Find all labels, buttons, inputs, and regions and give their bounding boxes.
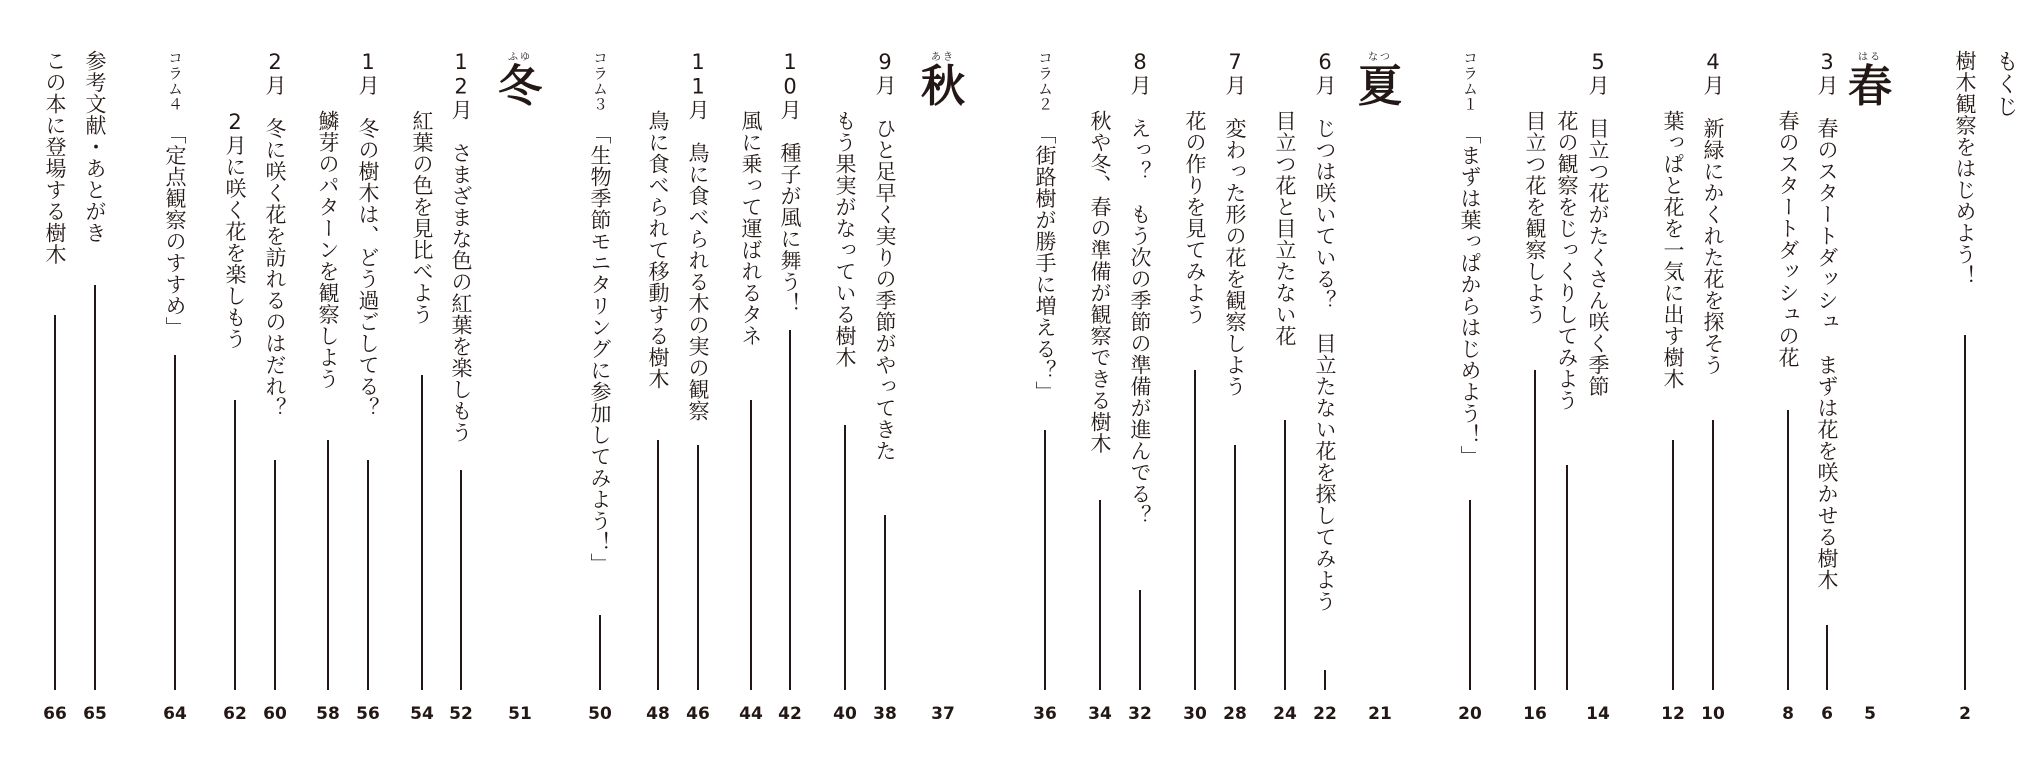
- toc-entry-col3[interactable]: [585, 0, 615, 772]
- entry-month: 12月: [449, 50, 473, 121]
- entry-text: 種子が風に舞う！: [778, 142, 802, 314]
- entry-month-and-text: [355, 50, 381, 419]
- entry-text: 樹木観察をはじめよう！: [1953, 50, 1977, 287]
- toc-entry-aug[interactable]: [1125, 0, 1155, 772]
- leader-line: [1194, 370, 1196, 690]
- entry-text: 2月に咲く花を楽しもう: [223, 110, 247, 350]
- entry-month-and-text: [1222, 50, 1248, 397]
- page-number: 40: [833, 704, 857, 724]
- entry-month-and-text: [1032, 50, 1058, 403]
- toc-entry-dec2[interactable]: [407, 0, 437, 772]
- page-number: 58: [316, 704, 340, 724]
- season-ruby-summer: なつ: [1368, 52, 1392, 63]
- page-number-spring: 5: [1864, 704, 1876, 724]
- entry-text: 紅葉の色を見比べよう: [410, 110, 434, 325]
- entry-text: 目立つ花を観察しよう: [1523, 110, 1547, 325]
- entry-text: 新緑にかくれた花を探そう: [1701, 117, 1725, 376]
- leader-line: [327, 440, 329, 690]
- page-number: 16: [1523, 704, 1547, 724]
- toc-title-text: もくじ: [1993, 50, 2018, 118]
- leader-line: [94, 285, 96, 690]
- season-heading-summer: 夏: [1358, 61, 1402, 112]
- leader-line: [1469, 500, 1471, 690]
- entry-month: 8月: [1128, 50, 1152, 96]
- leader-line: [1826, 625, 1828, 690]
- entry-month: 11月: [686, 50, 710, 121]
- entry-month: 9月: [873, 50, 897, 96]
- toc-entry-jul[interactable]: [1220, 0, 1250, 772]
- page-number: 8: [1782, 704, 1794, 724]
- leader-line: [174, 355, 176, 690]
- toc-entry-may2[interactable]: [1552, 0, 1582, 772]
- toc-entry-dec[interactable]: [446, 0, 476, 772]
- page-number: 2: [1959, 704, 1971, 724]
- toc-entry-intro[interactable]: [1950, 0, 1980, 772]
- entry-month-and-text: [1700, 50, 1726, 376]
- toc-entry-nov2[interactable]: [643, 0, 673, 772]
- leader-line: [1044, 430, 1046, 690]
- page-number: 30: [1183, 704, 1207, 724]
- toc-entry-sep[interactable]: [870, 0, 900, 772]
- leader-line: [750, 400, 752, 690]
- season-heading-winter: 冬: [498, 61, 542, 112]
- toc-entry-nov[interactable]: [683, 0, 713, 772]
- leader-line: [1324, 670, 1326, 690]
- entry-text: 葉っぱと花を一気に出す樹木: [1661, 110, 1685, 390]
- leader-line: [421, 375, 423, 690]
- entry-month: 4月: [1701, 50, 1725, 96]
- entry-column-label: コラム３: [591, 50, 609, 112]
- entry-text: 鳥に食べられて移動する樹木: [646, 110, 670, 390]
- entry-month-and-text: [872, 50, 898, 462]
- page-number: 6: [1821, 704, 1833, 724]
- entry-month: 5月: [1586, 50, 1610, 96]
- entry-text: 鱗芽のパターンを観察しよう: [316, 110, 340, 390]
- season-ruby-autumn: あき: [931, 52, 955, 63]
- entry-text: さまざまな色の紅葉を楽しもう: [449, 142, 473, 443]
- leader-line: [789, 330, 791, 690]
- entry-text: 変わった形の花を観察しよう: [1223, 117, 1247, 397]
- entry-text: ひと足早く実りの季節がやってきた: [873, 117, 897, 462]
- leader-line: [1672, 440, 1674, 690]
- entry-text: 花の作りを見てみよう: [1183, 110, 1207, 325]
- page-number: 52: [449, 704, 473, 724]
- leader-line: [274, 460, 276, 690]
- page-number: 66: [43, 704, 67, 724]
- entry-text: 目立つ花がたくさん咲く季節: [1586, 117, 1610, 397]
- page-number: 24: [1273, 704, 1297, 724]
- page-number: 65: [83, 704, 107, 724]
- entry-month-and-text: [448, 50, 474, 443]
- entry-month-and-text: [162, 50, 188, 338]
- toc-entry-oct2[interactable]: [736, 0, 766, 772]
- page-number: 60: [263, 704, 287, 724]
- toc-entry-col1[interactable]: [1455, 0, 1485, 772]
- entry-column-label: コラム２: [1036, 50, 1054, 112]
- leader-line: [1534, 370, 1536, 690]
- toc-entry-jul2[interactable]: [1180, 0, 1210, 772]
- entry-month: 2月: [263, 50, 287, 96]
- toc-entry-mar[interactable]: [1812, 0, 1842, 772]
- page-number: 20: [1458, 704, 1482, 724]
- leader-line: [1964, 335, 1966, 690]
- season-ruby-winter: ふゆ: [508, 52, 532, 63]
- page-number-winter: 51: [508, 704, 532, 724]
- entry-month: 3月: [1815, 50, 1839, 96]
- page-number: 34: [1088, 704, 1112, 724]
- entry-month-and-text: [587, 50, 613, 575]
- entry-text: 春のスタートダッシュ まずは花を咲かせる樹木: [1815, 117, 1839, 591]
- entry-text: えっ？ もう次の季節の準備が進んでる？: [1128, 117, 1152, 526]
- entry-text: 「街路樹が勝手に増える？」: [1033, 133, 1057, 403]
- toc-title: [1990, 0, 2020, 772]
- page-number: 62: [223, 704, 247, 724]
- toc-entry-apr[interactable]: [1698, 0, 1728, 772]
- entry-text: 参考文献・あとがき: [83, 50, 107, 244]
- page-number-summer: 21: [1368, 704, 1392, 724]
- entry-text: 冬の樹木は、どう過ごしてる？: [356, 117, 380, 419]
- entry-month-and-text: [1312, 50, 1338, 612]
- leader-line: [1234, 445, 1236, 690]
- toc-entry-mar2[interactable]: [1773, 0, 1803, 772]
- page-number: 44: [739, 704, 763, 724]
- entry-month-and-text: [777, 50, 803, 314]
- page-number: 56: [356, 704, 380, 724]
- leader-line: [367, 460, 369, 690]
- leader-line: [697, 445, 699, 690]
- toc-entry-jan[interactable]: [353, 0, 383, 772]
- season-heading-spring: 春: [1848, 61, 1892, 112]
- leader-line: [1712, 420, 1714, 690]
- page-number: 14: [1586, 704, 1610, 724]
- page-number: 22: [1313, 704, 1337, 724]
- page-number: 50: [588, 704, 612, 724]
- leader-line: [460, 470, 462, 690]
- toc-entry-may3[interactable]: [1520, 0, 1550, 772]
- entry-month-and-text: [685, 50, 711, 422]
- entry-month-and-text: [1814, 50, 1840, 591]
- entry-column-label: コラム４: [166, 50, 184, 112]
- entry-text: 秋や冬、春の準備が観察できる樹木: [1088, 110, 1112, 454]
- page-number: 64: [163, 704, 187, 724]
- toc-entry-jan2[interactable]: [313, 0, 343, 772]
- season-heading-autumn: 秋: [921, 61, 965, 112]
- toc-entry-col4[interactable]: [160, 0, 190, 772]
- entry-month-and-text: [1457, 50, 1483, 467]
- toc-entry-feb[interactable]: [260, 0, 290, 772]
- entry-month-and-text: [262, 50, 288, 419]
- page-number: 46: [686, 704, 710, 724]
- leader-line: [657, 440, 659, 690]
- leader-line: [1139, 590, 1141, 690]
- leader-line: [1284, 420, 1286, 690]
- leader-line: [54, 315, 56, 690]
- entry-month-and-text: [1585, 50, 1611, 397]
- page-number: 12: [1661, 704, 1685, 724]
- page-number: 42: [778, 704, 802, 724]
- page-number: 48: [646, 704, 670, 724]
- toc-entry-references[interactable]: [80, 0, 110, 772]
- entry-text: 「まずは葉っぱからはじめよう！」: [1458, 133, 1482, 467]
- toc-entry-aug2[interactable]: [1085, 0, 1115, 772]
- page-number: 28: [1223, 704, 1247, 724]
- leader-line: [844, 425, 846, 690]
- entry-month-and-text: [1127, 50, 1153, 526]
- toc-entry-oct[interactable]: [775, 0, 805, 772]
- entry-month: 6月: [1313, 50, 1337, 96]
- toc-entry-tree-index[interactable]: [40, 0, 70, 772]
- toc-entry-sep2[interactable]: [830, 0, 860, 772]
- entry-text: 「定点観察のすすめ」: [163, 133, 187, 338]
- page-number: 10: [1701, 704, 1725, 724]
- page-number: 38: [873, 704, 897, 724]
- page-number: 36: [1033, 704, 1057, 724]
- leader-line: [234, 400, 236, 690]
- page-number: 32: [1128, 704, 1152, 724]
- leader-line: [1566, 465, 1568, 690]
- entry-text: 鳥に食べられる木の実の観察: [686, 142, 710, 422]
- entry-text: もう果実がなっている樹木: [833, 110, 857, 368]
- leader-line: [1787, 410, 1789, 690]
- season-ruby-spring: はる: [1858, 52, 1882, 63]
- entry-text: 「生物季節モニタリングに参加してみよう！」: [588, 133, 612, 575]
- leader-line: [1099, 500, 1101, 690]
- toc-entry-may[interactable]: [1583, 0, 1613, 772]
- entry-month: 1月: [356, 50, 380, 96]
- toc-entry-jun2[interactable]: [1270, 0, 1300, 772]
- entry-text: 冬に咲く花を訪れるのはだれ？: [263, 117, 287, 419]
- page-number: 54: [410, 704, 434, 724]
- entry-column-label: コラム１: [1461, 50, 1479, 112]
- entry-month: 7月: [1223, 50, 1247, 96]
- entry-text: じつは咲いている？ 目立たない花を探してみよう: [1313, 117, 1337, 612]
- entry-text: 花の観察をじっくりしてみよう: [1555, 110, 1579, 411]
- toc-entry-col2[interactable]: [1030, 0, 1060, 772]
- entry-text: 目立つ花と目立たない花: [1273, 110, 1297, 347]
- entry-month: 10月: [778, 50, 802, 121]
- toc-entry-feb2[interactable]: [220, 0, 250, 772]
- toc-entry-jun[interactable]: [1310, 0, 1340, 772]
- toc-entry-apr2[interactable]: [1658, 0, 1688, 772]
- entry-text: この本に登場する樹木: [43, 50, 67, 265]
- page-number-autumn: 37: [931, 704, 955, 724]
- leader-line: [884, 515, 886, 690]
- entry-text: 春のスタートダッシュの花: [1776, 110, 1800, 368]
- leader-line: [599, 615, 601, 690]
- entry-text: 風に乗って運ばれるタネ: [739, 110, 763, 347]
